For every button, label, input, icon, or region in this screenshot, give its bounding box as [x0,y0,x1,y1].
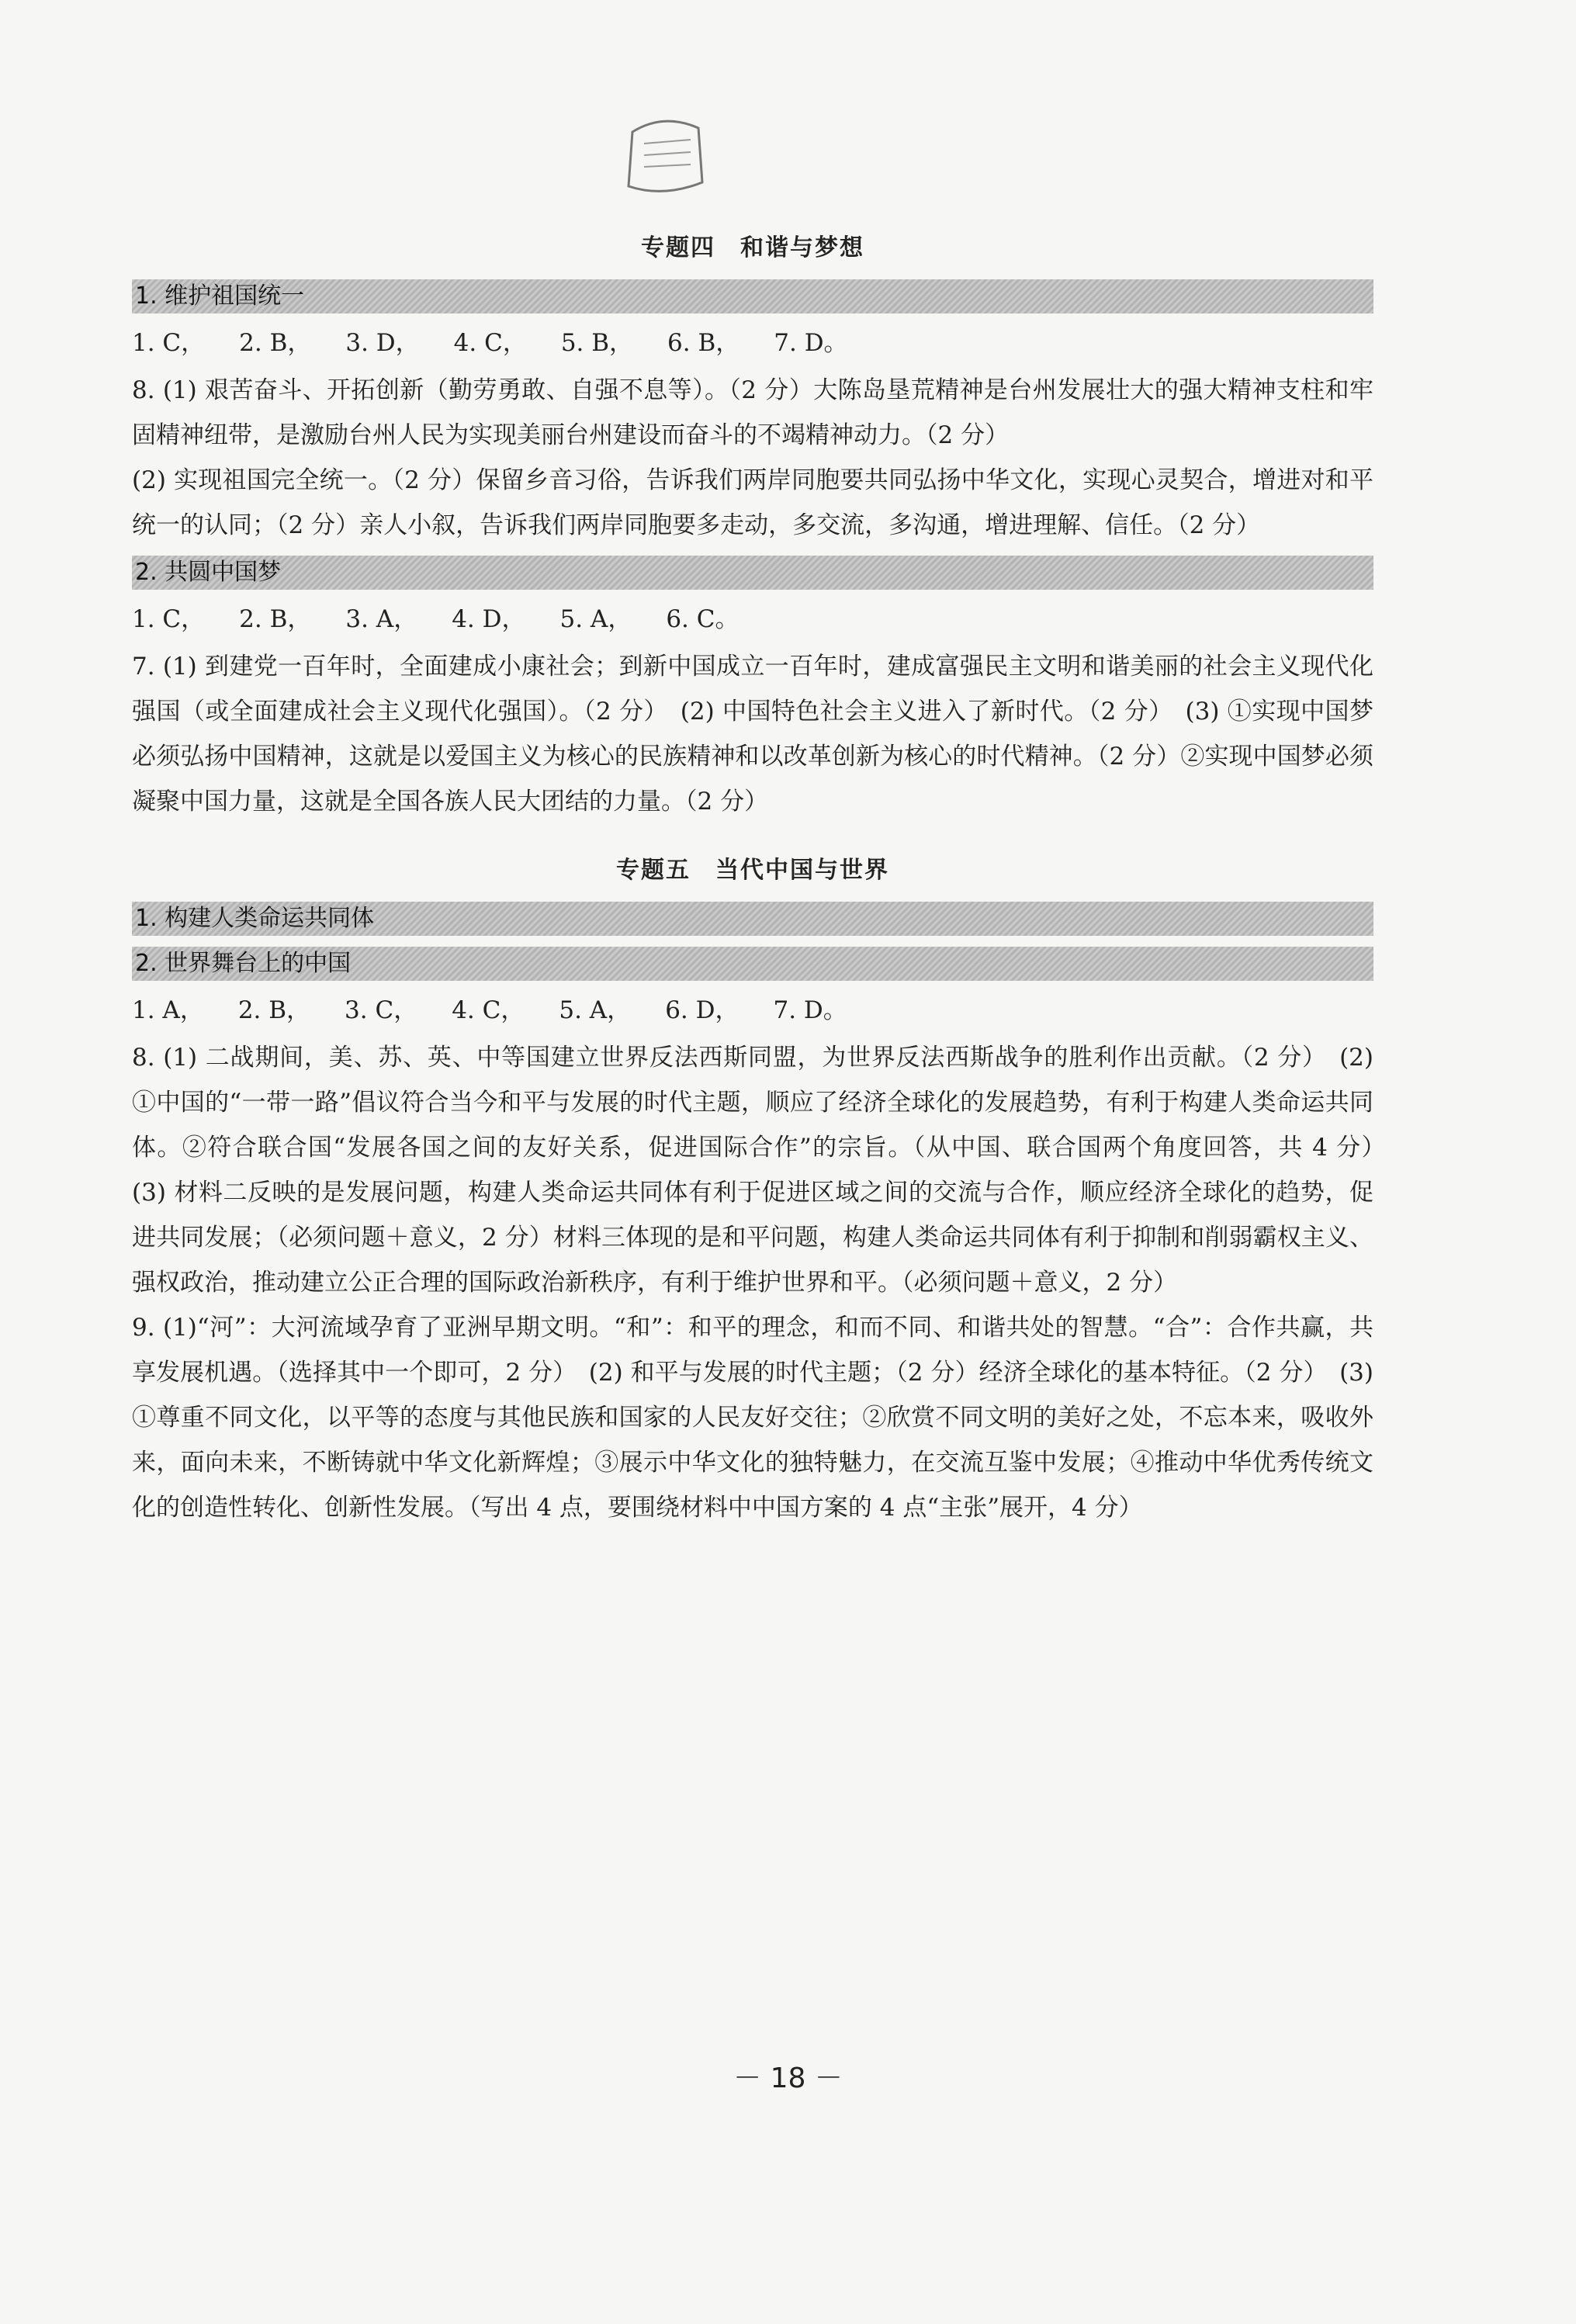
mc-answer: 5. A， [559,605,632,633]
mc-answer: 1. A， [132,996,204,1024]
mc-answer: 6. D， [665,996,740,1024]
subsection-bar-world-stage: 2. 世界舞台上的中国 [132,947,1373,981]
mc-answers-dream [132,602,1373,636]
mc-answer: 6. C。 [666,605,740,633]
mc-answer: 7. D。 [773,996,847,1024]
subsection-bar-community: 1. 构建人类命运共同体 [132,902,1373,936]
homework-stamp [617,109,710,202]
mc-answers-unity [132,326,1373,360]
mc-answer: 3. C， [345,996,418,1024]
answer-q7: 7. (1) 到建党一百年时，全面建成小康社会；到新中国成立一百年时，建成富强民主文明和谐美丽的社会主义现代化强国（或全面建成社会主义现代化强国）。（2 分） (2) 中国特色社会主义进入了新时代。（2 分） (3) ①实现中国梦必须弘扬中国精神，这就是以爱国主义为核心的民族精神和以改革创新为核心的时代精神。（2 分）②实现中国梦必须凝聚中国力量，这就是全国各族人民大团结的力量。（2 分） [132,653,1373,816]
mc-answer: 1. C， [132,605,206,633]
mc-answer: 1. C， [132,329,206,357]
answer-content [132,233,1398,1530]
mc-answer: 5. B， [560,329,634,357]
mc-answer: 5. A， [559,996,632,1024]
answer-q8-part2: (2) 实现祖国完全统一。（2 分）保留乡音习俗，告诉我们两岸同胞要共同弘扬中华文化，实现心灵契合，增进对和平统一的认同；（2 分）亲人小叙，告诉我们两岸同胞要多走动，多交流，多沟通，增进理解、信任。（2 分） [132,466,1373,539]
section-title-5: 专题五 当代中国与世界 [616,857,889,884]
mc-answer: 4. D， [452,605,526,633]
answer-q8-part1: 8. (1) 艰苦奋斗、开拓创新（勤劳勇敢、自强不息等）。（2 分）大陈岛垦荒精神是台州发展壮大的强大精神支柱和牢固精神纽带，是激励台州人民为实现美丽台州建设而奋斗的不竭精神动力。（2 分） [132,376,1373,449]
subsection-bar-unity: 1. 维护祖国统一 [132,279,1373,313]
answer-q9-world: 9. (1)“河”：大河流域孕育了亚洲早期文明。“和”：和平的理念，和而不同、和谐共处的智慧。“合”：合作共赢，共享发展机遇。（选择其中一个即可，2 分） (2) 和平与发展的时代主题；（2 分）经济全球化的基本特征。（2 分） (3) ①尊重不同文化，以平等的态度与其他民族和国家的人民友好交往；②欣赏不同文明的美好之处，不忘本来，吸收外来，面向未来，不断铸就中华文化新辉煌；③展示中华文化的独特魅力，在交流互鉴中发展；④推动中华优秀传统文化的创造性转化、创新性发展。（写出 4 点，要围绕材料中中国方案的 4 点“主张”展开，4 分） [132,1314,1373,1522]
answer-q8-world: 8. (1) 二战期间，美、苏、英、中等国建立世界反法西斯同盟，为世界反法西斯战争的胜利作出贡献。（2 分） (2) ①中国的“一带一路”倡议符合当今和平与发展的时代主题，顺应了经济全球化的发展趋势，有利于构建人类命运共同体。②符合联合国“发展各国之间的友好关系，促进国际合作”的宗旨。（从中国、联合国两个角度回答，共 4 分） (3) 材料二反映的是发展问题，构建人类命运共同体有利于促进区域之间的交流与合作，顺应经济全球化的趋势，促进共同发展；（必须问题＋意义，2 分）材料三体现的是和平问题，构建人类命运共同体有利于抑制和削弱霸权主义、强权政治，推动建立公正合理的国际政治新秩序，有利于维护世界和平。（必须问题＋意义，2 分） [132,1044,1398,1297]
mc-answers-world [132,993,1373,1027]
mc-answer: 4. C， [452,996,525,1024]
mc-answer: 2. B， [239,605,312,633]
mc-answer: 2. B， [239,329,312,357]
mc-answer: 7. D。 [774,329,848,357]
section-title-4: 专题四 和谐与梦想 [641,234,864,261]
page-number: － 18 － [733,2063,843,2094]
mc-answer: 3. D， [345,329,420,357]
stamp-graphic [617,109,710,202]
mc-answer: 6. B， [667,329,740,357]
mc-answer: 3. A， [345,605,418,633]
subsection-bar-china-dream: 2. 共圆中国梦 [132,556,1373,590]
mc-answer: 4. C， [453,329,527,357]
mc-answer: 2. B， [237,996,311,1024]
